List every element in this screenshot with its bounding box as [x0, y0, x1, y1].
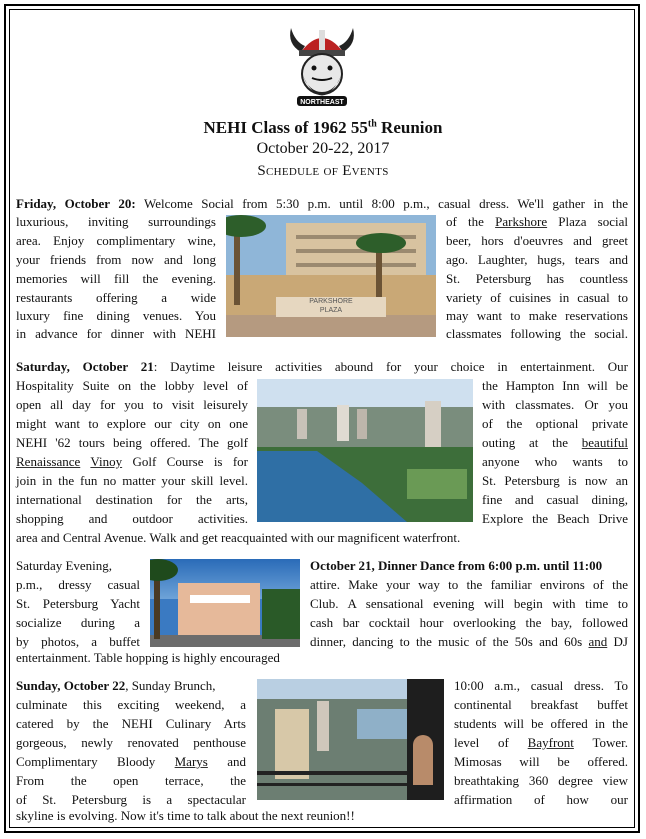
parkshore-plaza-photo	[226, 215, 436, 337]
evening-right-5: dinner, dancing to the music of the 50s and 60s and DJ	[310, 634, 628, 649]
saturday-left-2: open all day for you to visit leisurely	[16, 397, 248, 412]
evening-right-4: cash bar cocktail hour overlooking the bay, followed	[310, 615, 628, 630]
sunday-left-3: gorgeous, newly renovated penthouse	[16, 735, 246, 750]
saturday-right-2: with classmates. Or you	[482, 397, 628, 412]
yacht-club-photo	[150, 559, 300, 647]
friday-right-2: beer, hors d'oeuvres and greet	[446, 233, 628, 248]
saturday-left-7: international destination for the arts,	[16, 492, 248, 507]
saturday-left-1: Hospitality Suite on the lobby level of	[16, 378, 248, 393]
evening-left-1: p.m., dressy casual	[16, 577, 140, 592]
plaza-sign: PLAZA	[319, 307, 343, 314]
saturday-right-5: anyone who wants to	[482, 454, 628, 469]
friday-right-1: of the Parkshore Plaza social	[446, 214, 628, 229]
sunday-line-1: Sunday, October 22, Sunday Brunch,	[16, 678, 216, 693]
friday-line-1: Friday, October 20: Welcome Social from 5:30 p.m. until 8:00 p.m., casual dress. We'll gather in the	[16, 196, 628, 211]
saturday-last-line: area and Central Avenue. Walk and get reacquainted with our magnificent waterfront.	[16, 530, 461, 545]
sunday-left-2: catered by the NEHI Culinary Arts	[16, 716, 246, 731]
waterfront-aerial-photo	[257, 379, 473, 522]
parkshore-sign: PARKSHORE	[309, 298, 353, 305]
sunday-left-5: From the open terrace, the	[16, 773, 246, 788]
saturday-left-3: might want to explore our city on one	[16, 416, 248, 431]
sunday-right-7: affirmation of how our	[454, 792, 628, 807]
friday-right-5: variety of cuisines in casual to	[446, 290, 628, 305]
saturday-left-6: join in the fun no matter your skill level.	[16, 473, 248, 488]
friday-left-7: in advance for dinner with NEHI	[16, 326, 216, 341]
evening-heading: Saturday Evening,	[16, 558, 113, 573]
evening-left-3: socialize during a	[16, 615, 140, 630]
saturday-right-7: fine and casual dining,	[482, 492, 628, 507]
friday-right-3: ago. Laughter, hugs, tears and	[446, 252, 628, 267]
saturday-right-8: Explore the Beach Drive	[482, 511, 628, 526]
logo-text: NORTHEAST	[300, 99, 344, 106]
sunday-left-1: culminate this exciting weekend, a	[16, 697, 246, 712]
friday-left-5: restaurants offering a wide	[16, 290, 216, 305]
friday-left-1: luxurious, inviting surroundings	[16, 214, 216, 229]
evening-left-4: by photos, a buffet	[16, 634, 140, 649]
sunday-right-1: 10:00 a.m., casual dress. To	[454, 678, 628, 693]
friday-left-6: luxury fine dining venues. You	[16, 308, 216, 323]
event-dates: October 20-22, 2017	[256, 140, 390, 157]
bayfront-tower-view-photo	[257, 679, 444, 800]
schedule-heading: Schedule of Events	[257, 163, 389, 179]
saturday-left-8: shopping and outdoor activities.	[16, 511, 248, 526]
evening-right-2: attire. Make your way to the familiar environs of the	[310, 577, 628, 592]
saturday-line-1: Saturday, October 21: Daytime leisure activities abound for your choice in entertainment. Our	[16, 359, 628, 374]
viking-logo	[283, 22, 361, 110]
friday-right-6: may want to make reservations	[446, 308, 628, 323]
friday-right-4: St. Petersburg has countless	[446, 271, 628, 286]
reunion-title: NEHI Class of 1962 55th Reunion	[203, 118, 443, 137]
evening-last-line: entertainment. Table hopping is highly encouraged	[16, 650, 280, 665]
sunday-last-line: skyline is evolving. Now it's time to talk about the next reunion!!	[16, 808, 355, 823]
sunday-left-4: Complimentary Bloody Marys and	[16, 754, 246, 769]
friday-left-3: your friends from now and long	[16, 252, 216, 267]
saturday-left-4: NEHI '62 tours being offered. The golf	[16, 435, 248, 450]
sunday-right-2: continental breakfast buffet	[454, 697, 628, 712]
sunday-right-4: level of Bayfront Tower.	[454, 735, 628, 750]
friday-left-2: area. Enjoy complimentary wine,	[16, 233, 216, 248]
saturday-right-4: outing at the beautiful	[482, 435, 628, 450]
friday-left-4: memories will fill the evening.	[16, 271, 216, 286]
evening-right-1: October 21, Dinner Dance from 6:00 p.m. until 11:00	[310, 558, 603, 573]
sunday-right-6: breathtaking 360 degree view	[454, 773, 628, 788]
evening-left-2: St. Petersburg Yacht	[16, 596, 140, 611]
friday-right-7: classmates following the social.	[446, 326, 628, 341]
saturday-right-1: the Hampton Inn will be	[482, 378, 628, 393]
saturday-right-3: of the optional private	[482, 416, 628, 431]
sunday-right-5: Mimosas will be offered.	[454, 754, 628, 769]
sunday-left-6: of St. Petersburg is a spectacular	[16, 792, 246, 807]
saturday-left-5: Renaissance Vinoy Golf Course is for	[16, 454, 248, 469]
evening-right-3: Club. A sensational evening will begin with time to	[310, 596, 628, 611]
saturday-right-6: St. Petersburg is now an	[482, 473, 628, 488]
sunday-right-3: students will be offered in the	[454, 716, 628, 731]
